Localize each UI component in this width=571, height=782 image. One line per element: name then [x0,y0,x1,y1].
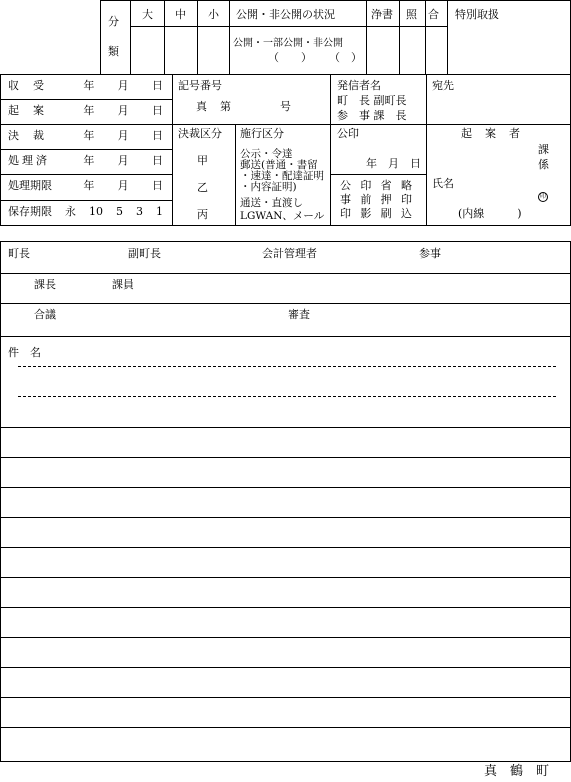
body-rule-line [0,517,571,518]
approver-chocho: 町長 [8,247,30,260]
subject-dash-line-1 [18,366,556,367]
kian-naisen: (内線 ) [458,207,522,220]
size-chu: 中 [175,8,186,21]
retention-row: 保存期限 永 10 5 3 1 [8,205,163,218]
date-row-shorizumi: 処理済 年 月 日 [8,154,163,167]
body-rule-line [0,667,571,668]
kessai-option-hei: 丙 [197,208,208,221]
date-row-juju: 収受 年 月 日 [8,79,163,92]
approver-kacho: 課長 [34,278,56,291]
approver-kaikei: 会計管理者 [262,247,317,260]
sender-line2: 参 事 課 長 [337,109,407,122]
shikou-line-3: ・速達・配達証明 [240,170,324,182]
bunrui-char-1: 分 [108,15,119,28]
kian-kakari: 係 [538,158,549,171]
body-rule-line [0,457,571,458]
approver-fukuchocho: 副町長 [128,247,161,260]
bunrui-char-2: 類 [108,45,119,58]
disclosure-options: 公開・一部公開・非公開 [233,38,343,49]
approver-sanji: 参事 [419,247,441,260]
approver-aigi: 合議 [34,308,56,321]
shikou-line-5: 通送・直渡し [240,197,303,209]
koin-row-3: 印 影 刷 込 [340,207,412,220]
shikou-line-4: ・内容証明) [240,181,297,193]
jousho-label: 浄書 [371,8,393,21]
approver-kain: 課員 [112,278,134,291]
koin-date: 年 月 日 [366,157,421,170]
disclosure-paren-b: （ ） [329,51,362,64]
kigou-value: 真 第 号 [196,100,292,113]
size-sho: 小 [208,8,219,21]
date-label: 処理期限 [8,179,52,192]
shikou-line-2: 郵送(普通・書留 [240,159,318,171]
approver-shinsa: 審査 [288,308,310,321]
size-dai: 大 [142,8,153,21]
body-rule-line [0,577,571,578]
kian-name-label: 氏名 [432,177,454,190]
shougou-label: 照 合 [406,8,439,21]
sender-label: 発信者名 [337,79,381,92]
sender-line1: 町 長 副町長 [337,94,407,107]
koin-row-1: 公 印 省 略 [340,179,412,192]
shikou-line-6: LGWAN、メール [240,210,325,222]
date-row-kian: 起案 年 月 日 [8,104,163,117]
subject-box [0,336,571,762]
body-rule-line [0,607,571,608]
shikou-label: 施行区分 [240,127,284,140]
disclosure-status-label: 公開・非公開の状況 [236,8,335,21]
seal-mark: 印 [539,193,546,200]
disclosure-paren-a: （ ） [268,51,312,64]
kessai-option-otsu: 乙 [197,181,208,194]
atesaki-label: 宛先 [432,79,454,92]
date-label: 決裁 [8,129,58,142]
kessai-option-kou: 甲 [197,154,208,167]
body-rule-line [0,697,571,698]
tokubetsu-label: 特別取扱 [455,8,499,21]
kian-label: 起 案 者 [461,127,521,140]
date-row-kessai: 決裁 年 月 日 [8,129,163,142]
date-label: 収受 [8,79,58,92]
subject-dash-line-2 [18,396,556,397]
retention-label: 保存期限 [8,205,52,218]
koin-row-2: 事 前 押 印 [340,193,412,206]
kenmei-label: 件 名 [8,346,41,359]
shikou-line-1: 公示・令達 [240,148,293,160]
kigou-label: 記号番号 [178,79,222,92]
body-rule-line [0,727,571,728]
body-rule-line [0,487,571,488]
kian-ka: 課 [538,143,549,156]
kessai-label: 決裁区分 [178,127,222,140]
koin-label: 公印 [337,127,359,140]
date-label: 処理済 [8,154,50,167]
body-rule-line [0,637,571,638]
date-label: 起案 [8,104,58,117]
body-rule-line [0,547,571,548]
municipality-name: 真 鶴 町 [484,764,550,779]
date-row-shorikigen: 処理期限 年 月 日 [8,179,163,192]
